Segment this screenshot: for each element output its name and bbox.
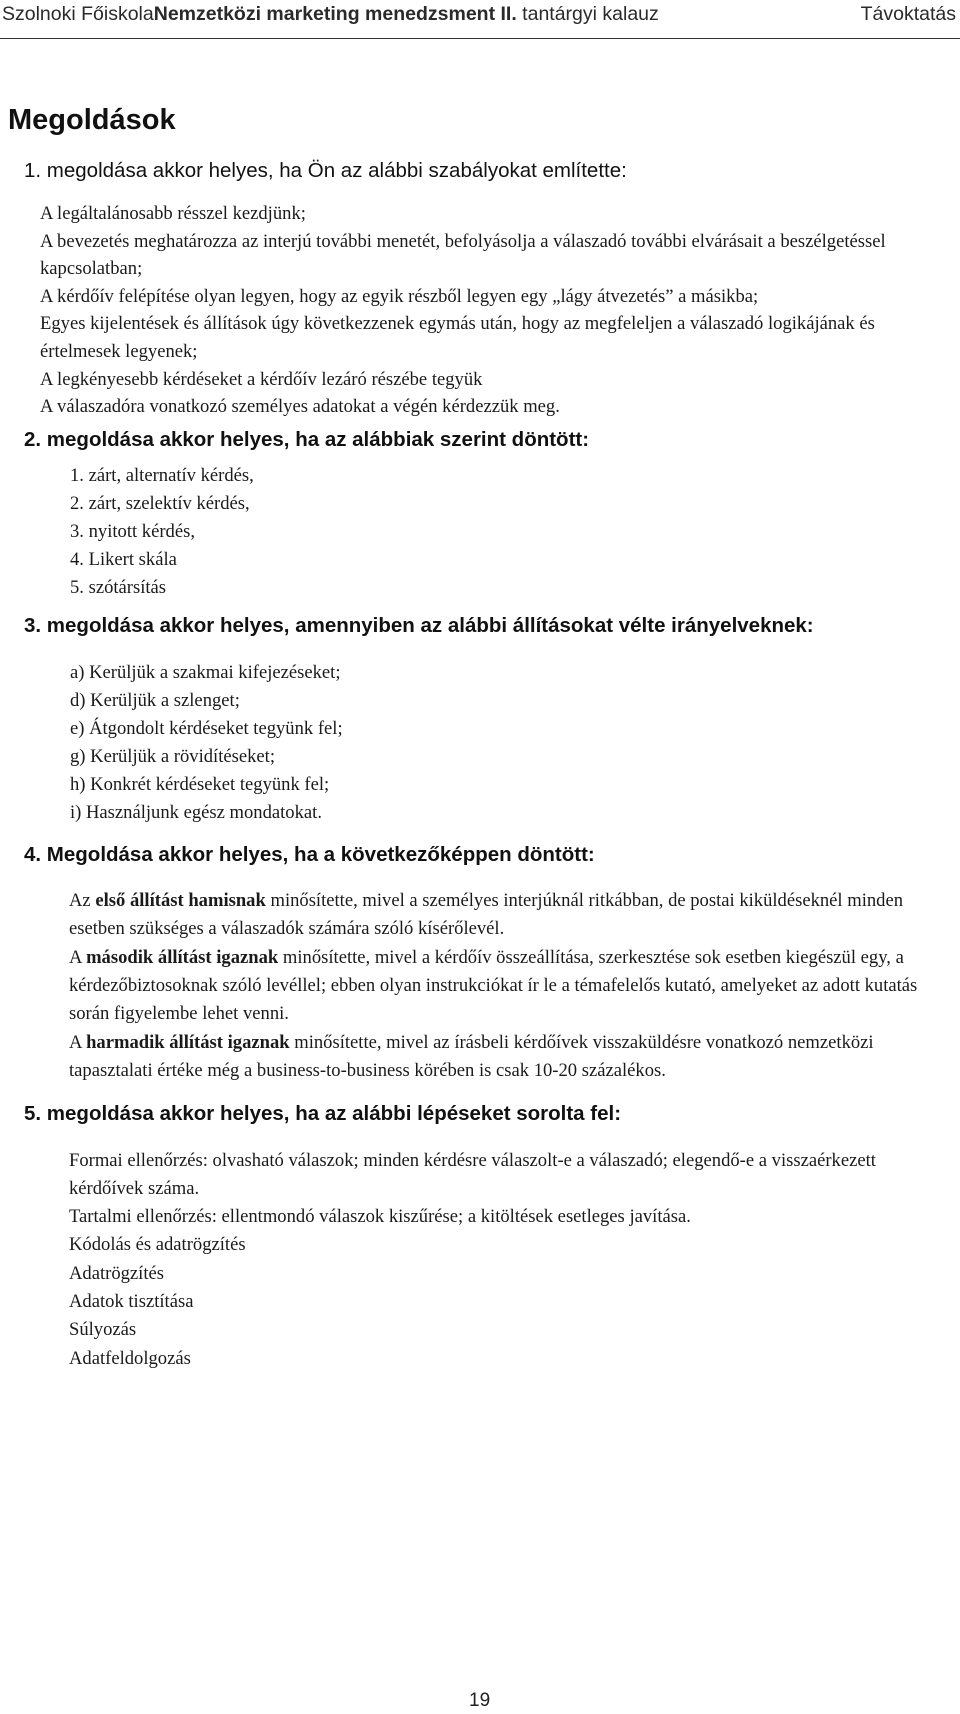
section-5-heading: 5. megoldása akkor helyes, ha az alábbi lépéseket sorolta fel:	[24, 1101, 622, 1125]
paragraph-text: A	[69, 1031, 87, 1053]
section-1-heading	[24, 157, 949, 184]
section-1-line: A legkényesebb kérdéseket a kérdőív lezáró részébe tegyük	[40, 368, 483, 390]
paragraph-bold: első	[95, 889, 126, 911]
paragraph-bold: állítást hamisnak	[129, 889, 266, 911]
list-item: h) Konkrét kérdéseket tegyünk fel;	[70, 773, 330, 795]
solutions-content	[24, 157, 949, 1373]
paragraph-bold: harmadik	[86, 1031, 165, 1053]
section-1-line: A legáltalánosabb résszel kezdjünk;	[40, 203, 306, 224]
step-line: Adatrögzítés	[69, 1262, 165, 1284]
header-course: Nemzetközi marketing menedzsment II.	[153, 3, 517, 25]
section-5-body	[24, 1147, 949, 1373]
section-1-number: 1.	[24, 159, 42, 182]
paragraph-text: minősítette, mivel a személyes interjúknál ritkábban, de postai kiküldéseknél minden esetben szükséges a válaszadók számára szóló kísérőlevél.	[69, 889, 904, 940]
list-item: a) Kerüljük a szakmai kifejezéseket;	[70, 661, 341, 683]
step-line: Tartalmi ellenőrzés: ellentmondó válaszok kiszűrése; a kitöltések esetleges javítása.	[69, 1206, 691, 1228]
list-item: 2. zárt, szelektív kérdés,	[70, 492, 250, 514]
section-1-line: Egyes kijelentések és állítások úgy következzenek egymás után, hogy az megfeleljen a válaszadó logikájának és értelmesek legyenek;	[40, 313, 875, 362]
statement-paragraph	[69, 944, 949, 1029]
header-left	[2, 3, 659, 26]
paragraph-text: minősítette, mivel az írásbeli kérdőívek visszaküldésre vonatkozó nemzetközi tapasztalati értéke még a business-to-business körében is csak 10-20 százalékos.	[69, 1031, 874, 1082]
section-1-body	[24, 200, 945, 421]
step-line: Kódolás és adatrögzítés	[69, 1234, 246, 1256]
header-guide: tantárgyi kalauz	[516, 3, 659, 25]
list-item: 5. szótársítás	[70, 576, 167, 598]
page-title: Megoldások	[8, 104, 176, 136]
list-item: e) Átgondolt kérdéseket tegyünk fel;	[70, 717, 343, 739]
paragraph-text: minősítette, mivel a kérdőív összeállítása, szerkesztése sok esetben kiegészül egy, a kérdezőbiztosoknak szóló levéllel; ebben olyan instrukciókat ír le a témafelelős kutató, amelyeket az adott kutatás során figyelembe lehet venni.	[69, 946, 918, 1025]
paragraph-bold: állítást igaznak	[169, 1031, 290, 1053]
section-1-line: A válaszadóra vonatkozó személyes adatokat a végén kérdezzük meg.	[40, 396, 560, 418]
section-1-line: A bevezetés meghatározza az interjú további menetét, befolyásolja a válaszadó további elvárásait a beszélgetéssel kapcsolatban;	[40, 230, 886, 280]
statement-paragraph	[69, 887, 949, 944]
page-number: 19	[469, 1690, 491, 1711]
page-header	[0, 0, 960, 39]
statement-paragraph	[69, 1029, 949, 1086]
section-2-list	[24, 462, 949, 602]
paragraph-text: A	[69, 946, 87, 968]
header-mode: Távoktatás	[860, 3, 956, 25]
list-item: d) Kerüljük a szlenget;	[70, 689, 240, 711]
section-4-body	[24, 887, 949, 1086]
header-school: Szolnoki Főiskola	[2, 3, 154, 25]
list-item: i) Használjunk egész mondatokat.	[70, 801, 322, 823]
list-item: 4. Likert skála	[70, 548, 177, 570]
list-item: 3. nyitott kérdés,	[70, 520, 195, 542]
list-item: g) Kerüljük a rövidítéseket;	[70, 745, 275, 767]
paragraph-bold: második	[86, 946, 154, 968]
paragraph-bold: állítást igaznak	[157, 946, 279, 968]
section-2-heading: 2. megoldása akkor helyes, ha az alábbiak szerint döntött:	[24, 427, 590, 451]
section-3-heading: 3. megoldása akkor helyes, amennyiben az alábbi állításokat vélte irányelveknek:	[24, 613, 814, 637]
paragraph-text: Az	[69, 889, 96, 911]
step-line: Adatok tisztítása	[69, 1291, 194, 1313]
step-line: Súlyozás	[69, 1319, 137, 1341]
section-3-list	[24, 659, 949, 827]
list-item: 1. zárt, alternatív kérdés,	[70, 464, 254, 486]
section-1-heading-text: megoldása akkor helyes, ha Ön az alábbi szabályokat említette:	[41, 159, 627, 182]
section-1-line: A kérdőív felépítése olyan legyen, hogy az egyik részből legyen egy „lágy átvezetés” a másikba;	[40, 285, 759, 307]
step-line: Formai ellenőrzés: olvasható válaszok; minden kérdésre válaszolt-e a válaszadó; elegendő-e a visszaérkezett kérdőívek száma.	[69, 1149, 876, 1199]
section-4-heading: 4. Megoldása akkor helyes, ha a következőképpen döntött:	[24, 842, 595, 866]
step-line: Adatfeldolgozás	[69, 1347, 191, 1369]
